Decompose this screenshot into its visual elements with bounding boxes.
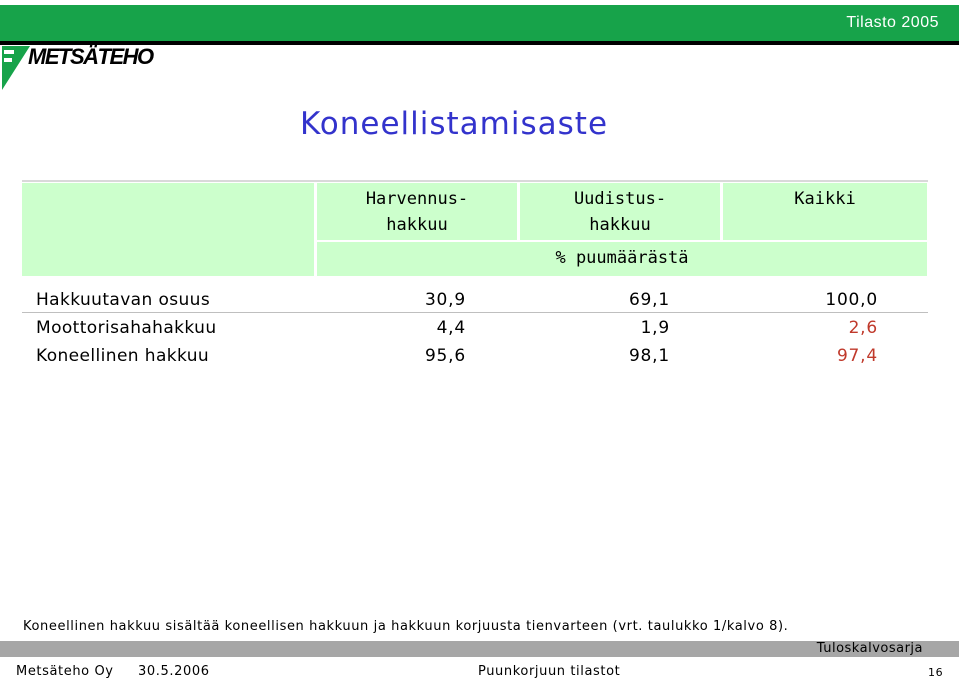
page-title: Koneellistamisaste <box>300 106 609 142</box>
cell-value: 69,1 <box>628 290 670 310</box>
footer-date: 30.5.2006 <box>138 664 210 679</box>
table-header-bg-left <box>22 183 314 276</box>
row-label-koneellinen-hakkuu: Koneellinen hakkuu <box>36 346 210 366</box>
row-label-hakkuutavan-osuus: Hakkuutavan osuus <box>36 290 211 310</box>
logo-text: METSÄTEHO <box>28 44 153 69</box>
table-top-rule <box>22 180 928 182</box>
footer-series-label: Tuloskalvosarja <box>811 641 923 657</box>
footer-company: Metsäteho Oy <box>16 664 114 679</box>
column-header-line: Kaikki <box>794 189 856 209</box>
top-banner <box>0 5 959 45</box>
column-header-line: Harvennus- <box>365 189 469 209</box>
cell-value: 100,0 <box>825 290 878 310</box>
column-header-line: Uudistus- <box>573 189 667 209</box>
series-title: Tilasto 2005 <box>846 14 939 31</box>
cell-value-highlight: 2,6 <box>848 318 878 338</box>
cell-value: 95,6 <box>424 346 466 366</box>
footnote: Koneellinen hakkuu sisältää koneellisen hakkuun ja hakkuun korjuusta tienvarteen (vrt. taulukko 1/kalvo 8). <box>23 619 789 634</box>
footer-page-number: 16 <box>928 666 944 679</box>
column-header-uudistus <box>520 189 720 235</box>
cell-value: 4,4 <box>436 318 466 338</box>
unit-label: % puumäärästä <box>555 248 689 268</box>
cell-value: 30,9 <box>424 290 466 310</box>
cell-value: 98,1 <box>628 346 670 366</box>
column-header-harvennus <box>317 189 517 235</box>
metsateho-logo <box>0 40 160 92</box>
cell-value: 1,9 <box>640 318 670 338</box>
footer-subject: Puunkorjuun tilastot <box>478 664 621 679</box>
column-header-line: hakkuu <box>386 215 448 235</box>
row-label-moottorisahahakkuu: Moottorisahahakkuu <box>36 318 217 338</box>
row-divider <box>22 312 928 313</box>
column-header-kaikki <box>723 189 927 209</box>
cell-value-highlight: 97,4 <box>836 346 878 366</box>
column-header-line: hakkuu <box>589 215 651 235</box>
